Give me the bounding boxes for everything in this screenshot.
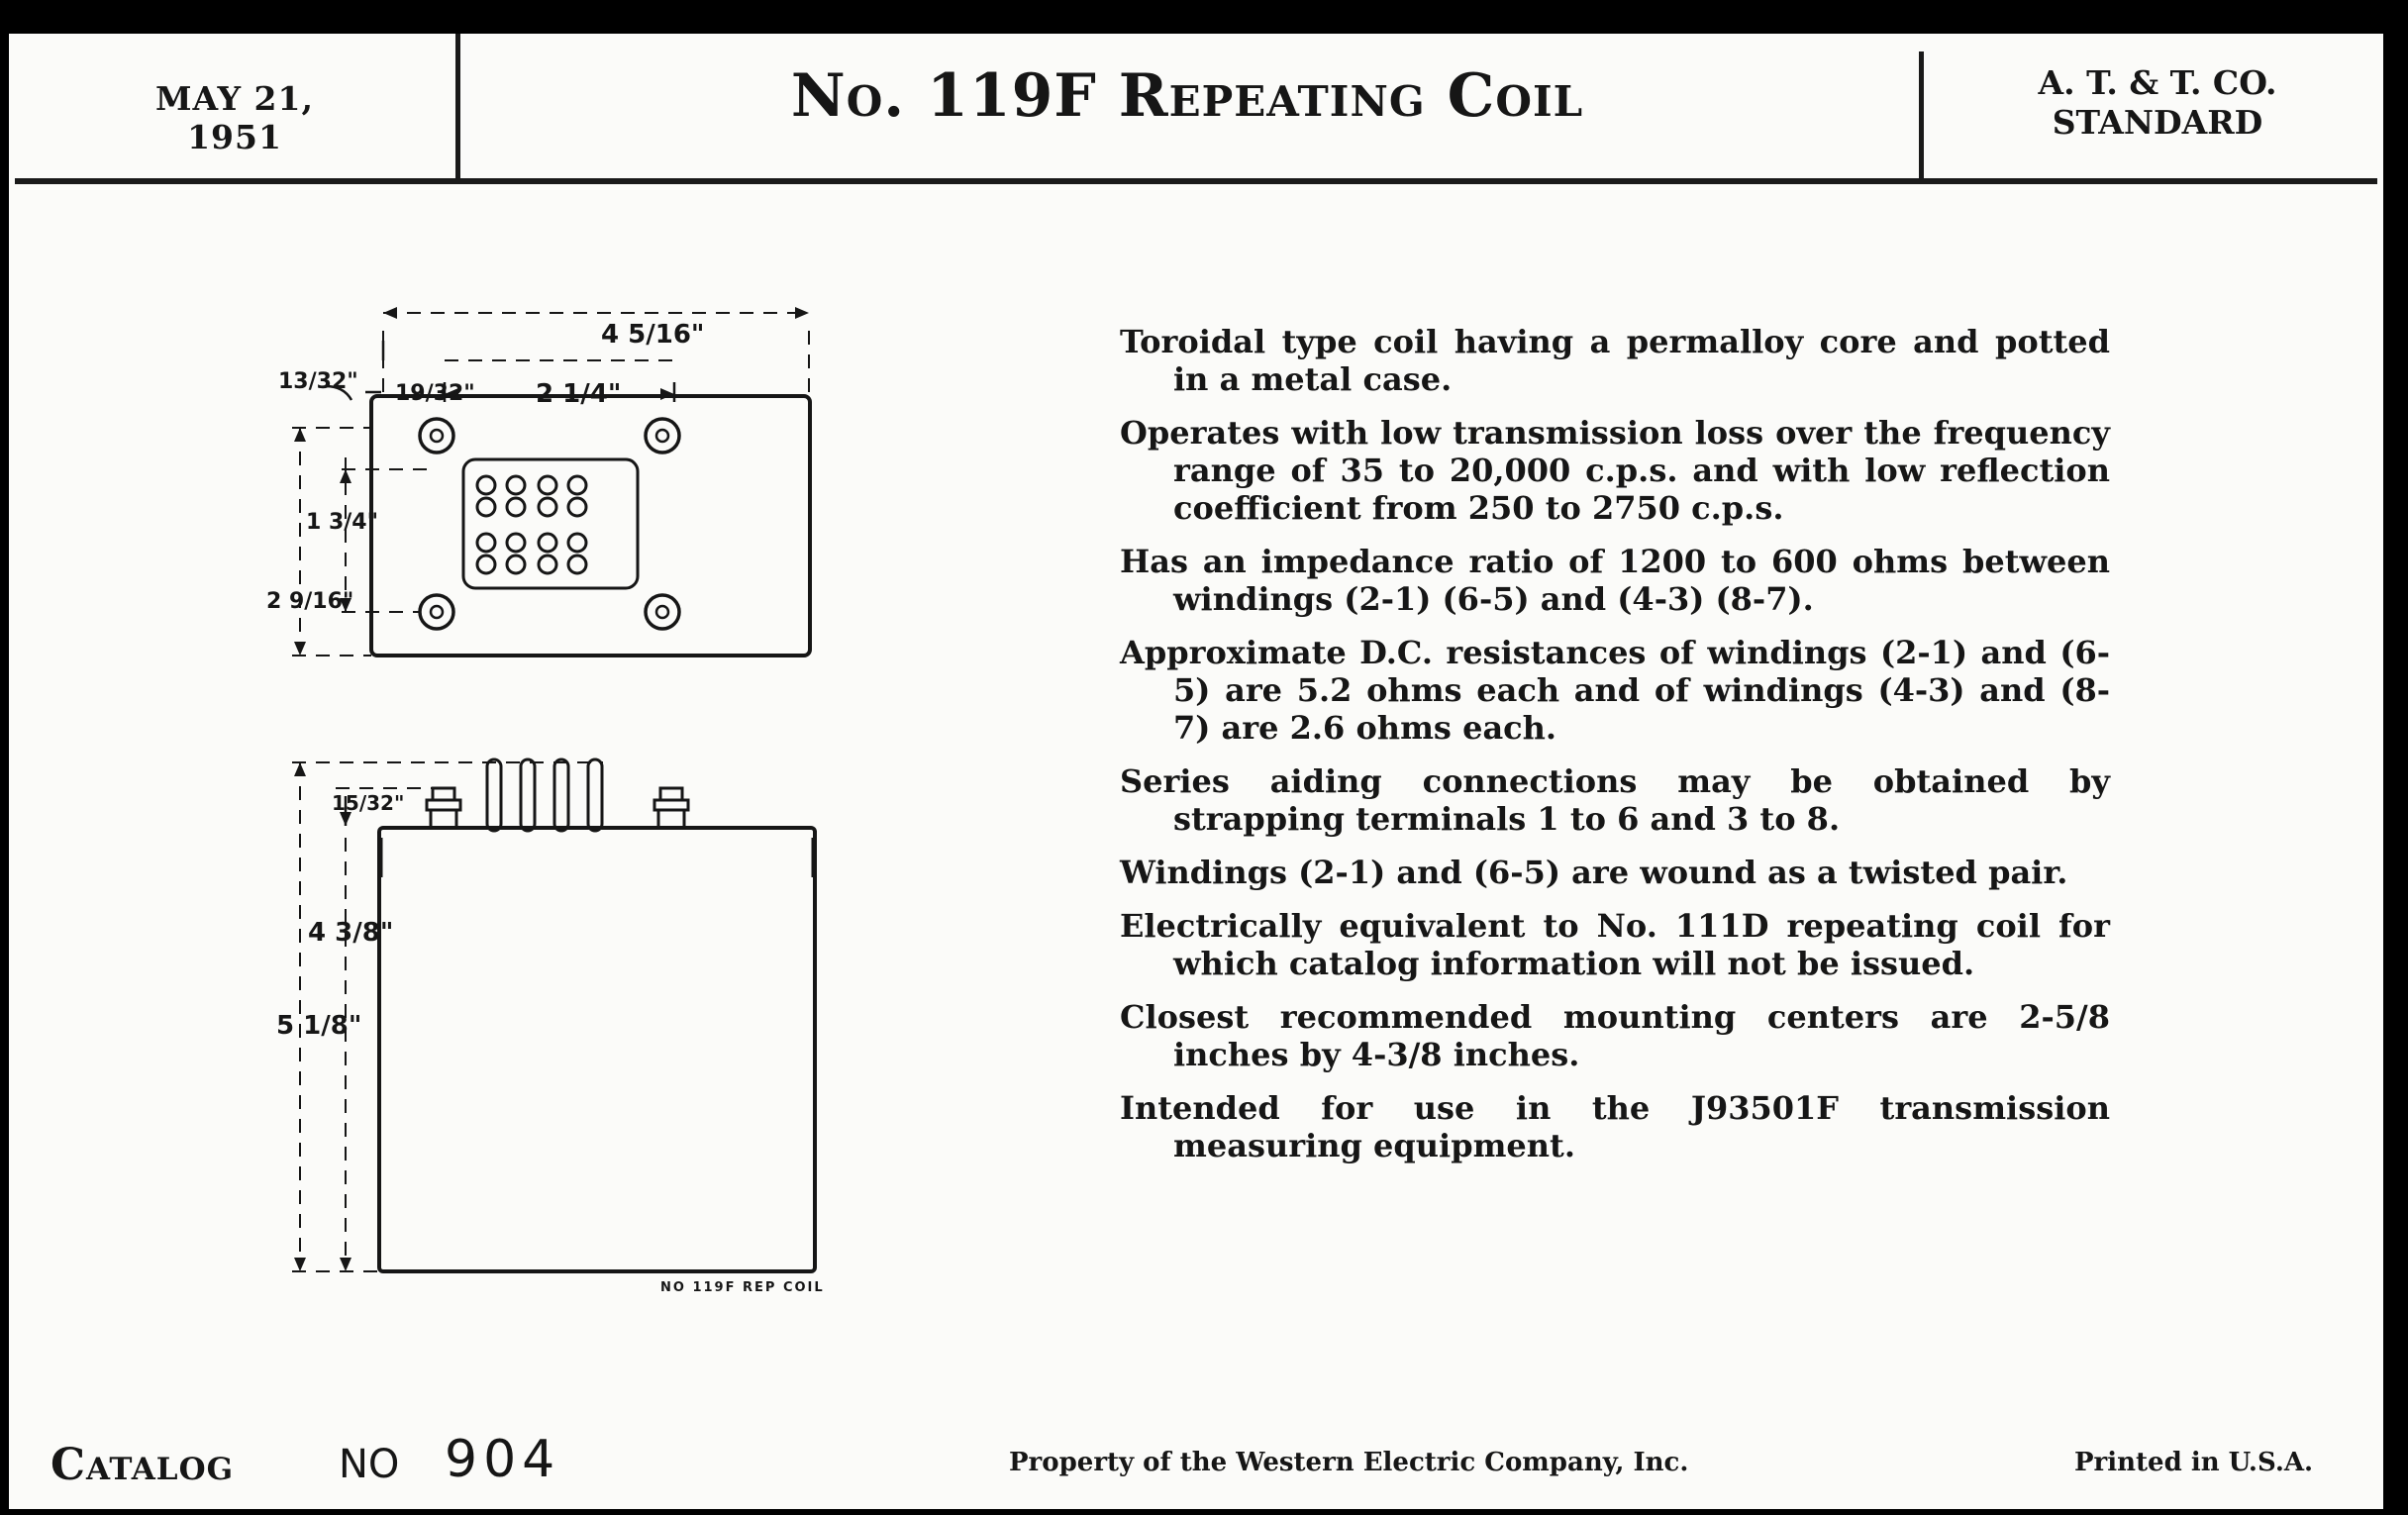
- top-view-case: [371, 396, 810, 656]
- dim-hole-vertical: 1 3/4": [306, 510, 379, 535]
- catalog-card: [9, 34, 2383, 1509]
- issue-date: MAY 21, 1951: [155, 79, 314, 156]
- terminals-top-row: [477, 476, 586, 516]
- description-text: [1120, 323, 2110, 1180]
- coil-drawing: [9, 34, 900, 1321]
- side-view-case: [379, 828, 815, 1271]
- terminal-lugs: [487, 759, 602, 831]
- description-paragraph: Approximate D.C. resistances of windings (2-1) and (6-5) are 5.2 ohms each and of windings (4-3) and (8-7) are 2.6 ohms each.: [1120, 634, 2110, 747]
- dim-left-offset: 13/32": [278, 369, 358, 394]
- description-paragraph: Electrically equivalent to No. 111D repeating coil for which catalog information will not be issued.: [1120, 907, 2110, 982]
- mounting-holes: [420, 419, 679, 629]
- printed-notice: Printed in U.S.A.: [2074, 1448, 2314, 1477]
- dim-case-depth: 2 9/16": [266, 589, 354, 614]
- header-divider-right: [1919, 51, 1924, 178]
- catalog-label: Catalog: [50, 1440, 235, 1490]
- dim-case-height: 4 3/8": [308, 918, 394, 948]
- description-paragraph: Closest recommended mounting centers are 2-5/8 inches by 4-3/8 inches.: [1120, 998, 2110, 1073]
- dim-overall-width: 4 5/16": [601, 320, 705, 350]
- page-title: No. 119F Repeating Coil: [790, 61, 1584, 131]
- dim-hole-spacing: 2 1/4": [536, 379, 622, 409]
- description-paragraph: Intended for use in the J93501F transmission measuring equipment.: [1120, 1089, 2110, 1164]
- terminal-panel: [463, 459, 638, 588]
- dim-hole-inset: 19/32": [395, 381, 475, 406]
- description-paragraph: Operates with low transmission loss over the frequency range of 35 to 20,000 c.p.s. and with low reflection coefficient from 250 to 2750 c.p.s.: [1120, 414, 2110, 527]
- description-paragraph: Toroidal type coil having a permalloy core and potted in a metal case.: [1120, 323, 2110, 398]
- standard-line-2: STANDARD: [2052, 103, 2263, 142]
- standard-block: [1940, 63, 2375, 143]
- dim-terminal-height: 15/32": [332, 791, 405, 815]
- dim-overall-height: 5 1/8": [276, 1011, 362, 1041]
- description-paragraph: Has an impedance ratio of 1200 to 600 ohms between windings (2-1) (6-5) and (4-3) (8-7).: [1120, 543, 2110, 618]
- catalog-number: 904: [445, 1430, 561, 1489]
- terminals-bottom-row: [477, 534, 586, 573]
- drawing-caption: NO 119F REP COIL: [660, 1280, 825, 1295]
- card-footer: [9, 1420, 2383, 1499]
- description-paragraph: Windings (2-1) and (6-5) are wound as a twisted pair.: [1120, 854, 2068, 891]
- catalog-no-label: NO: [339, 1442, 400, 1487]
- property-notice: Property of the Western Electric Company, Inc.: [1009, 1448, 1689, 1477]
- mounting-studs: [427, 788, 688, 828]
- standard-line-1: A. T. & T. CO.: [2038, 63, 2277, 102]
- description-paragraph: Series aiding connections may be obtained by strapping terminals 1 to 6 and 3 to 8.: [1120, 762, 2110, 838]
